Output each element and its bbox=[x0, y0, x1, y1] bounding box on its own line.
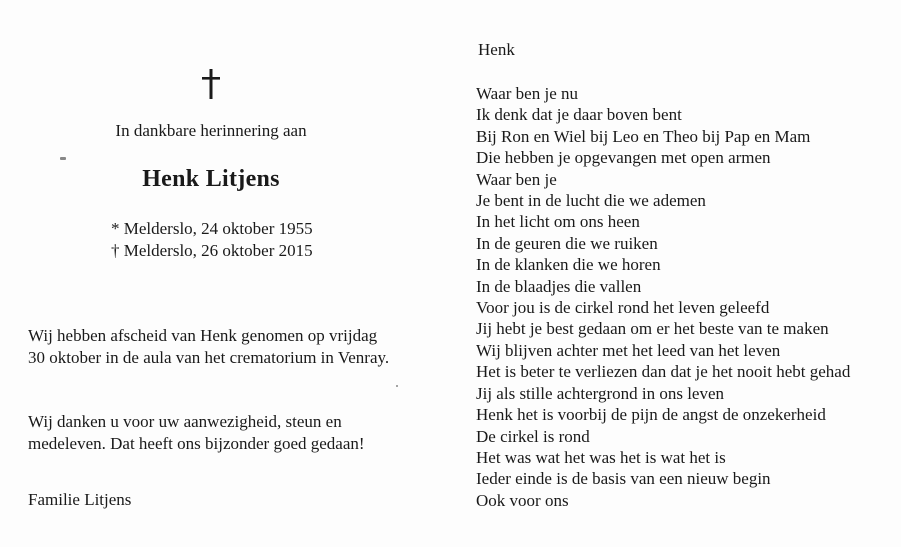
right-panel bbox=[450, 0, 901, 547]
birth-date: * Melderslo, 24 oktober 1955 bbox=[111, 219, 313, 238]
thanks-paragraph bbox=[28, 411, 365, 455]
poem-line: Het is beter te verliezen dan dat je het nooit hebt gehad bbox=[476, 362, 851, 382]
print-speck bbox=[60, 157, 66, 160]
left-panel bbox=[0, 0, 450, 547]
poem-line: Ik denk dat je daar boven bent bbox=[476, 105, 682, 125]
poem-line: Het was wat het was het is wat het is bbox=[476, 447, 726, 467]
cross-icon bbox=[198, 68, 224, 100]
poem-line: Wij blijven achter met het leed van het leven bbox=[476, 340, 781, 360]
death-date: † Melderslo, 26 oktober 2015 bbox=[111, 241, 313, 260]
poem-title: Henk bbox=[478, 40, 515, 59]
poem-line: Henk het is voorbij de pijn de angst de onzekerheid bbox=[476, 405, 826, 425]
farewell-paragraph bbox=[28, 325, 389, 369]
poem-line: In de klanken die we horen bbox=[476, 255, 661, 275]
poem-line: In het licht om ons heen bbox=[476, 212, 640, 232]
poem-line: In de blaadjes die vallen bbox=[476, 276, 642, 296]
poem-line: Je bent in de lucht die we ademen bbox=[476, 191, 706, 211]
thanks-line: Wij danken u voor uw aanwezigheid, steun en bbox=[28, 412, 342, 431]
intro-text: In dankbare herinnering aan bbox=[115, 121, 307, 140]
family-signoff: Familie Litjens bbox=[28, 490, 132, 509]
poem-line: Ieder einde is de basis van een nieuw begin bbox=[476, 469, 771, 489]
poem-line: Voor jou is de cirkel rond het leven geleefd bbox=[476, 298, 770, 318]
poem-line: Jij als stille achtergrond in ons leven bbox=[476, 383, 725, 403]
poem-line: Jij hebt je best gedaan om er het beste van te maken bbox=[476, 319, 829, 339]
life-dates bbox=[111, 218, 313, 262]
poem-line: Waar ben je nu bbox=[476, 84, 578, 103]
poem-line: In de geuren die we ruiken bbox=[476, 233, 658, 253]
farewell-line: 30 oktober in de aula van het crematorium in Venray. bbox=[28, 348, 390, 367]
print-speck bbox=[396, 385, 398, 387]
deceased-name: Henk Litjens bbox=[142, 166, 280, 192]
thanks-line: medeleven. Dat heeft ons bijzonder goed gedaan! bbox=[28, 434, 365, 453]
poem bbox=[476, 83, 850, 511]
poem-line: Bij Ron en Wiel bij Leo en Theo bij Pap en Mam bbox=[476, 126, 811, 146]
poem-line: Ook voor ons bbox=[476, 490, 569, 510]
poem-line: Waar ben je bbox=[476, 169, 557, 189]
poem-line: Die hebben je opgevangen met open armen bbox=[476, 148, 771, 168]
poem-line: De cirkel is rond bbox=[476, 426, 590, 446]
farewell-line: Wij hebben afscheid van Henk genomen op vrijdag bbox=[28, 326, 378, 345]
